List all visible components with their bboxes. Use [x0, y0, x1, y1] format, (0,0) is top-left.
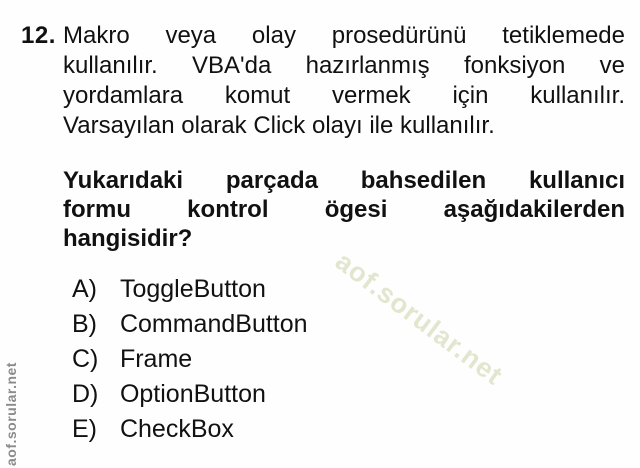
question-prompt-line: formu kontrol ögesi aşağıdakilerden: [63, 196, 625, 223]
option-d[interactable]: [72, 377, 492, 412]
option-letter: B): [72, 310, 97, 338]
question-number: 12.: [21, 22, 56, 49]
question-body-line: kullanılır. VBA'da hazırlanmış fonksiyon ve: [63, 52, 625, 79]
option-label: CommandButton: [119, 310, 308, 338]
option-letter: E): [72, 415, 97, 443]
question-body-line: yordamlara komut vermek için kullanılır.: [63, 82, 625, 109]
option-letter: A): [72, 275, 97, 303]
option-b[interactable]: [72, 307, 492, 342]
option-c[interactable]: [72, 342, 492, 377]
options-list: [72, 272, 492, 447]
option-label: CheckBox: [119, 415, 234, 443]
question-body-line: Makro veya olay prosedürünü tetiklemede: [63, 22, 625, 49]
question-body: [63, 21, 625, 141]
option-label: OptionButton: [119, 380, 266, 408]
question-prompt-line: hangisidir?: [63, 225, 193, 252]
option-label: Frame: [119, 345, 193, 373]
option-letter: C): [72, 345, 99, 373]
watermark-diagonal: aof.sorular.net: [329, 246, 509, 391]
option-label: ToggleButton: [119, 275, 266, 303]
question-body-line: Varsayılan olarak Click olayı ile kullanılır.: [63, 112, 495, 139]
question-prompt-line: Yukarıdaki parçada bahsedilen kullanıcı: [63, 167, 625, 194]
watermark-vertical: aof.sorular.net: [3, 362, 19, 466]
option-e[interactable]: [72, 412, 492, 447]
option-a[interactable]: [72, 272, 492, 307]
option-letter: D): [72, 380, 99, 408]
question-prompt: [63, 166, 625, 253]
